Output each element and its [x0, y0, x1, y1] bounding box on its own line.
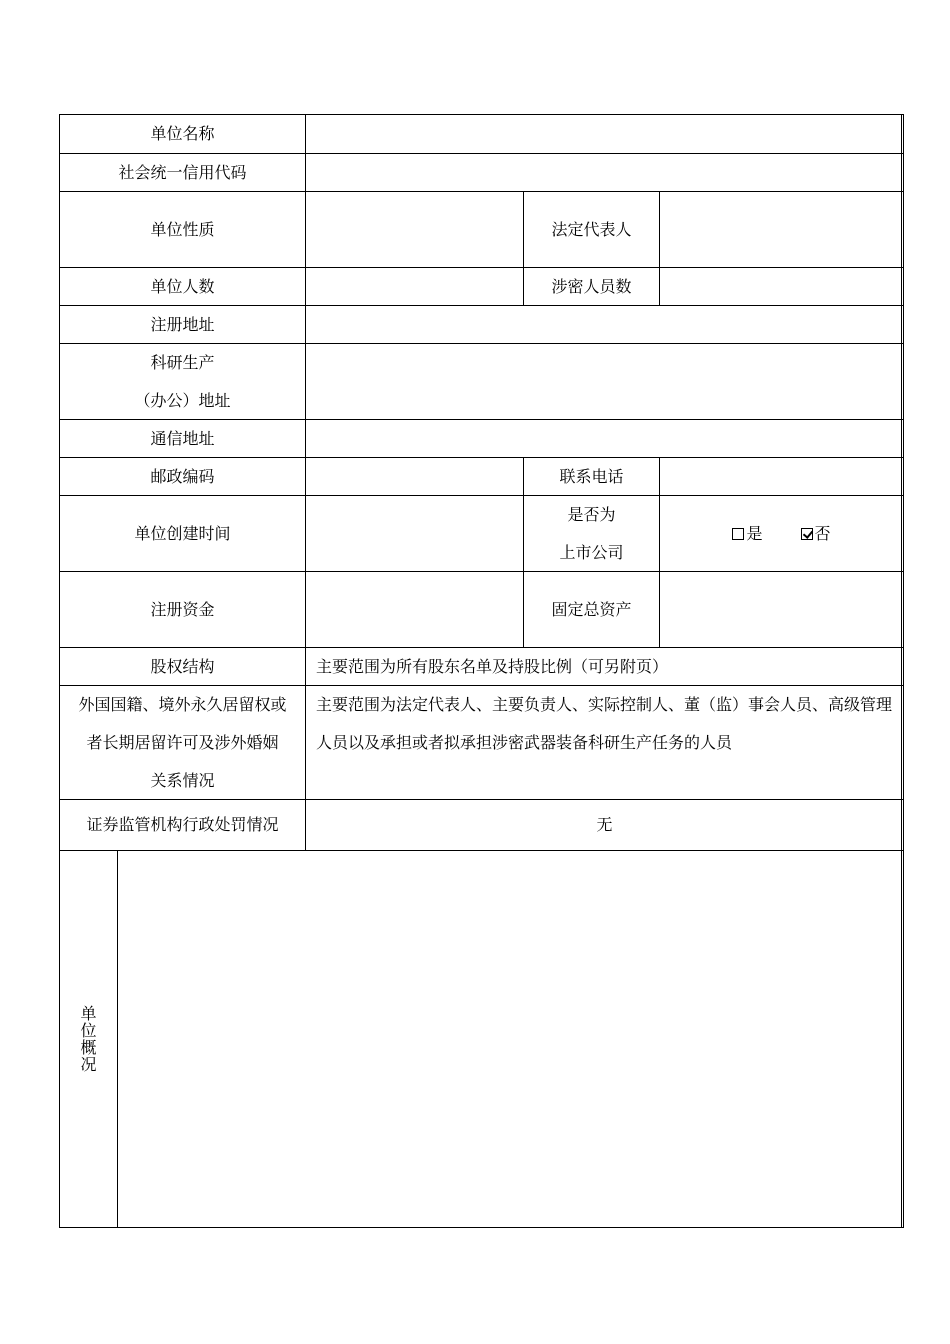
label-postal-code: 邮政编码	[60, 457, 305, 495]
label-staff-count: 单位人数	[60, 267, 305, 305]
label-phone: 联系电话	[523, 457, 659, 495]
label-foreign-line2: 者长期居留许可及涉外婚姻	[86, 732, 279, 752]
field-staff-count[interactable]	[305, 267, 523, 305]
listed-yes-checkbox[interactable]	[732, 515, 762, 553]
label-research-address-line2: （办公）地址	[134, 390, 231, 410]
label-foreign-line1: 外国国籍、境外永久居留权或	[78, 694, 287, 714]
listed-no-checkbox[interactable]	[801, 515, 831, 553]
field-penalty[interactable]: 无	[305, 799, 903, 850]
label-legal-rep: 法定代表人	[523, 191, 659, 267]
label-overview-char-3: 概	[80, 1038, 97, 1057]
label-penalty: 证券监管机构行政处罚情况	[60, 799, 305, 850]
field-phone[interactable]	[659, 457, 903, 495]
label-reg-capital: 注册资金	[60, 571, 305, 647]
field-credit-code[interactable]	[305, 153, 903, 191]
field-fixed-assets[interactable]	[659, 571, 903, 647]
label-classified-staff: 涉密人员数	[523, 267, 659, 305]
field-equity[interactable]: 主要范围为所有股东名单及持股比例（可另附页）	[305, 647, 903, 685]
listed-yes-label: 是	[746, 523, 763, 543]
field-reg-address[interactable]	[305, 305, 903, 343]
label-credit-code: 社会统一信用代码	[60, 153, 305, 191]
field-overview[interactable]	[117, 850, 903, 1227]
label-foreign-relations	[60, 685, 305, 799]
label-mail-address: 通信地址	[60, 419, 305, 457]
label-research-address-line1: 科研生产	[150, 352, 215, 372]
field-mail-address[interactable]	[305, 419, 903, 457]
field-reg-capital[interactable]	[305, 571, 523, 647]
label-listed	[523, 495, 659, 571]
label-unit-name: 单位名称	[150, 124, 215, 143]
checkbox-empty-icon	[732, 528, 744, 540]
label-foreign-line3: 关系情况	[150, 770, 215, 790]
label-fixed-assets: 固定总资产	[523, 571, 659, 647]
label-overview-char-4: 况	[80, 1055, 97, 1074]
label-research-address	[60, 343, 305, 419]
label-reg-address: 注册地址	[60, 305, 305, 343]
label-overview	[60, 850, 117, 1227]
label-listed-line2: 上市公司	[559, 542, 624, 562]
label-equity: 股权结构	[60, 647, 305, 685]
checkbox-checked-icon	[801, 528, 813, 540]
label-founded: 单位创建时间	[60, 495, 305, 571]
field-research-address[interactable]	[305, 343, 903, 419]
label-unit-nature: 单位性质	[60, 191, 305, 267]
label-overview-char-1: 单	[80, 1004, 97, 1023]
field-legal-rep[interactable]	[659, 191, 903, 267]
label-overview-char-2: 位	[80, 1021, 97, 1040]
field-foreign-relations[interactable]: 主要范围为法定代表人、主要负责人、实际控制人、董（监）事会人员、高级管理人员以及承担或者拟承担涉密武器装备科研生产任务的人员	[305, 685, 903, 799]
listed-options	[659, 495, 903, 571]
field-postal-code[interactable]	[305, 457, 523, 495]
field-classified-staff[interactable]	[659, 267, 903, 305]
label-listed-line1: 是否为	[567, 504, 616, 524]
unit-info-form	[59, 114, 904, 1228]
listed-no-label: 否	[814, 523, 831, 543]
field-founded[interactable]	[305, 495, 523, 571]
field-unit-name[interactable]	[305, 115, 903, 153]
field-unit-nature[interactable]	[305, 191, 523, 267]
